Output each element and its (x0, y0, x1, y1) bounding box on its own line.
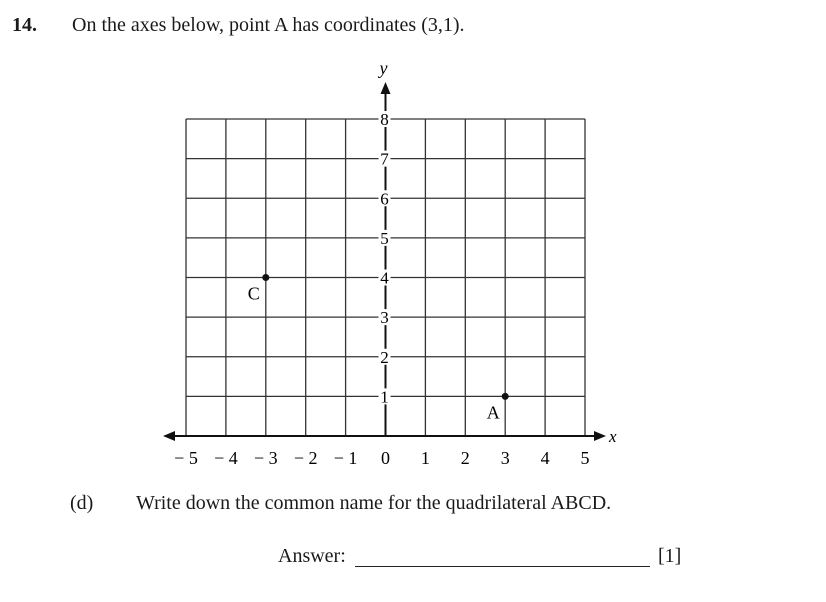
point-label-c: C (247, 283, 260, 304)
x-tick-label: − 1 (333, 448, 358, 468)
answer-line[interactable] (355, 566, 650, 567)
x-tick-label: 4 (540, 448, 550, 468)
y-tick-label: 8 (380, 110, 389, 129)
question-number: 14. (12, 14, 37, 36)
x-tick-label: 3 (500, 448, 510, 468)
x-tick-label: − 5 (174, 448, 198, 468)
answer-label: Answer: (278, 545, 346, 567)
point-label-a: A (486, 402, 500, 423)
y-axis-label: y (379, 58, 388, 78)
part-d-label: (d) (70, 492, 94, 514)
tick-labels (174, 110, 589, 468)
plotted-points (248, 274, 509, 422)
point-c (262, 274, 269, 281)
x-tick-label: − 2 (293, 448, 318, 468)
point-a (502, 393, 509, 400)
part-d-question: Write down the common name for the quadrilateral ABCD. (136, 492, 612, 514)
x-tick-label: − 3 (253, 448, 278, 468)
x-tick-label: 1 (420, 448, 430, 468)
y-tick-label: 3 (380, 308, 389, 328)
x-axis-left-arrow (163, 431, 175, 441)
x-tick-label: 2 (460, 448, 470, 468)
x-tick-label: 5 (580, 448, 590, 468)
y-axis-arrow (381, 82, 391, 94)
y-tick-label: 2 (380, 347, 389, 367)
y-tick-label: 4 (380, 268, 389, 288)
x-axis-label: x (609, 427, 617, 446)
x-tick-label: − 4 (214, 448, 238, 468)
y-tick-label: 5 (380, 228, 389, 248)
marks-indicator: [1] (658, 545, 682, 567)
y-tick-label: 7 (380, 149, 389, 169)
x-axis-right-arrow (594, 431, 606, 441)
y-tick-label: 1 (380, 387, 389, 407)
y-tick-label: 6 (380, 189, 389, 209)
x-tick-label: 0 (381, 448, 390, 468)
question-text: On the axes below, point A has coordinates (3,1). (72, 14, 465, 36)
